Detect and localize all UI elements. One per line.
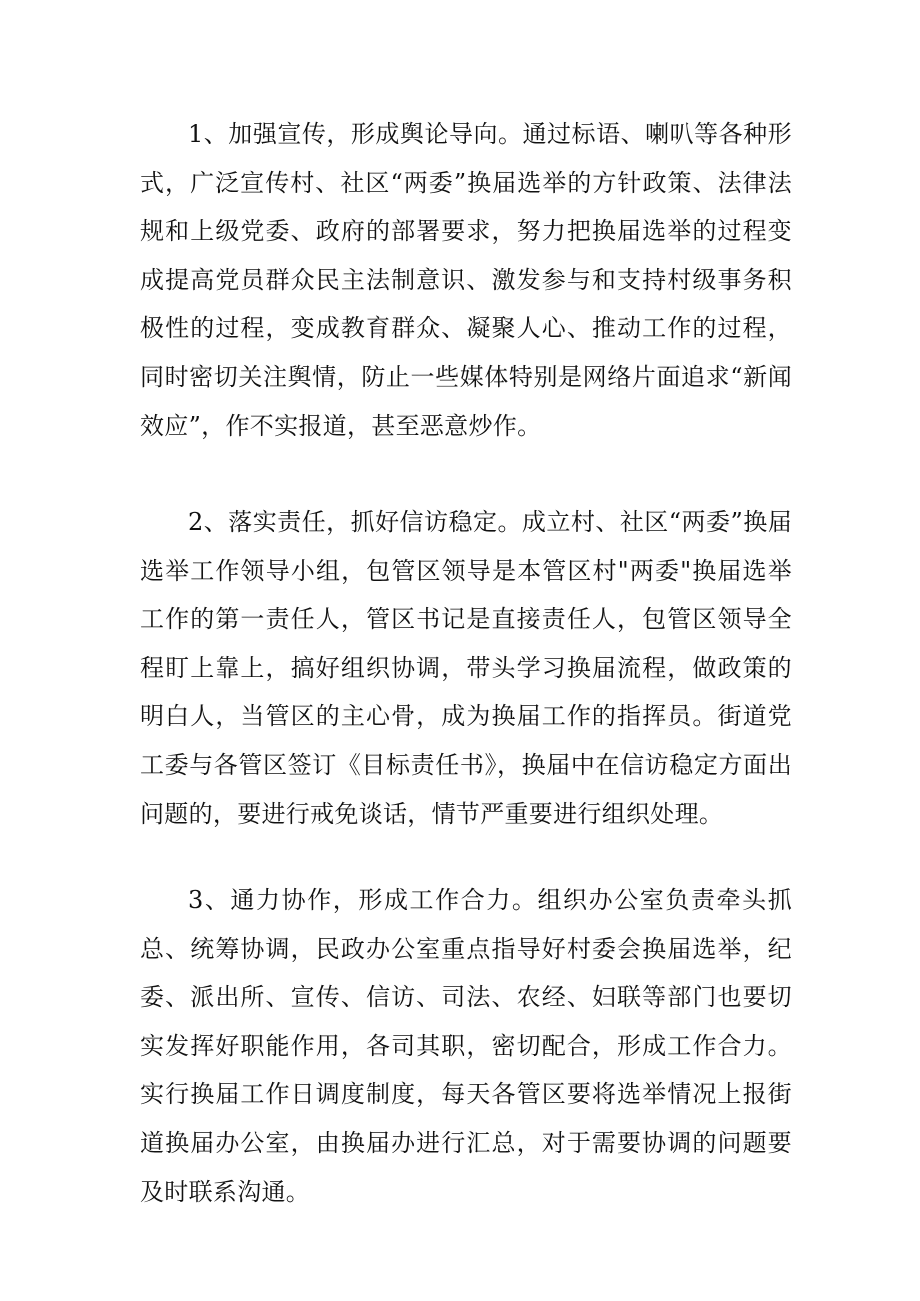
- paragraph-cooperation: 3、通力协作，形成工作合力。组织办公室负责牵头抓总、统筹协调，民政办公室重点指导好村委会换届选举，纪委、派出所、宣传、信访、司法、农经、妇联等部门也要切实发挥好职能作用，各司其职，密切配合，形成工作合力。实行换届工作日调度制度，每天各管区要将选举情况上报街道换届办公室，由换届办进行汇总，对于需要协调的问题要及时联系沟通。: [140, 886, 792, 1206]
- paragraph-responsibility: 2、落实责任，抓好信访稳定。成立村、社区“两委”换届选举工作领导小组，包管区领导是本管区村"两委"换届选举工作的第一责任人，管区书记是直接责任人，包管区领导全程盯上靠上，搞好组织协调，带头学习换届流程，做政策的明白人，当管区的主心骨，成为换届工作的指挥员。街道党工委与各管区签订《目标责任书》，换届中在信访稳定方面出问题的，要进行戒免谈话，情节严重要进行组织处理。: [140, 508, 792, 828]
- paragraph-publicity: 1、加强宣传，形成舆论导向。通过标语、喇叭等各种形式，广泛宣传村、社区“两委”换届选举的方针政策、法律法规和上级党委、政府的部署要求，努力把换届选举的过程变成提高党员群众民主法制意识、激发参与和支持村级事务积极性的过程，变成教育群众、凝聚人心、推动工作的过程，同时密切关注舆情，防止一些媒体特别是网络片面追求“新闻效应”，作不实报道，甚至恶意炒作。: [140, 120, 792, 440]
